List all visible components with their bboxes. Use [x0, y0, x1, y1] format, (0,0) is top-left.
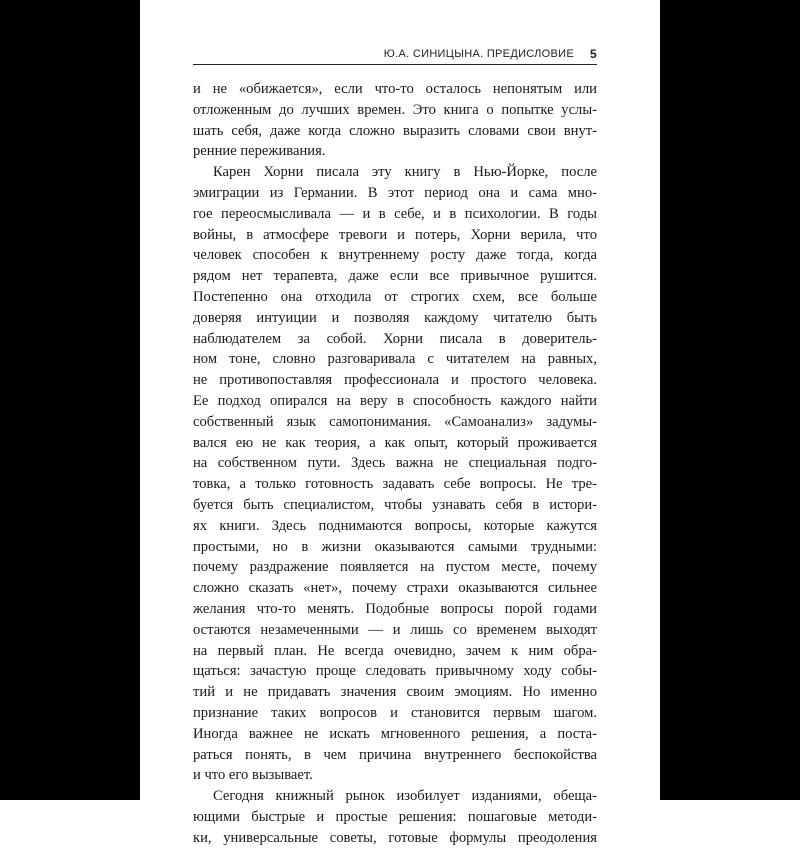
text-line: ющими быстрые и простые решения: пошаговые методи-: [193, 808, 597, 825]
page-number: 5: [590, 47, 597, 61]
running-head-title: Ю.А. СИНИЦЫНА. ПРЕДИСЛОВИЕ: [383, 48, 575, 60]
text-line: сложно сказать «нет», почему страхи оказываются сильнее: [193, 580, 597, 597]
text-line: ки, универсальные советы, готовые формулы преодоления: [193, 829, 597, 846]
text-line: ях книги. Здесь поднимаются вопросы, которые кажутся: [193, 517, 597, 534]
text-line: простыми, но в жизни оказываются самыми трудными:: [193, 538, 597, 555]
text-line: ном тоне, словно разговаривала с читателем на равных,: [193, 351, 597, 368]
running-head: [193, 44, 597, 65]
right-dark-margin: [660, 0, 800, 800]
text-line: не противопоставляя профессионала и простого человека.: [193, 372, 597, 389]
text-line: щаться: зачастую проще следовать привычному ходу собы-: [193, 663, 597, 680]
text-line: на первый план. Не всегда очевидно, зачем к ним обра-: [193, 642, 597, 659]
text-line: Иногда важнее не искать мгновенного решения, а постa-: [193, 725, 597, 742]
text-line: вался ею не как теория, а как опыт, который проживается: [193, 434, 597, 451]
text-line: ренние переживания.: [193, 143, 326, 160]
body-text: [193, 79, 597, 848]
text-line: почему раздражение появляется на пустом месте, почему: [193, 559, 597, 576]
text-line: признание таких вопросов и становится первым шагом.: [193, 704, 597, 721]
text-line: остаются незамеченными — и лишь со временем выходят: [193, 621, 597, 638]
text-line: собственный язык самопонимания. «Самоанализ» задумы-: [193, 413, 597, 430]
text-line: желания что-то менять. Подобные вопросы порой годами: [193, 600, 597, 617]
text-line: гое переосмысливала — и в себе, и в психологии. В годы: [193, 205, 597, 222]
text-line: эмиграции из Германии. В этот период она и сама мно-: [193, 184, 597, 201]
text-line: Карен Хорни писала эту книгу в Нью-Йорке, после: [213, 164, 597, 181]
text-line: доверяя интуиции и позволяя каждому читателю быть: [193, 309, 597, 326]
text-line: человек способен к внутреннему росту даже тогда, когда: [193, 247, 597, 264]
text-line: буется быть специалистом, чтобы узнавать себя в истори-: [193, 496, 597, 513]
text-line: шать себя, даже когда сложно выразить словами свои внут-: [193, 122, 597, 139]
text-line: на собственном пути. Здесь важна не специальная подго-: [193, 455, 597, 472]
text-line: Ее подход опирался на веру в способность каждого найти: [193, 392, 597, 409]
text-line: Постепенно она отходила от строгих схем, все больше: [193, 288, 597, 305]
text-line: наблюдателем за собой. Хорни писала в доверитель-: [193, 330, 597, 347]
text-line: отложенным до лучших времен. Это книга о попытке услы-: [193, 101, 597, 118]
text-line: войны, в атмосфере тревоги и потерь, Хорни верила, что: [193, 226, 597, 243]
left-dark-margin: [0, 0, 140, 800]
text-line: раться понять, в чем причина внутреннего беспокойства: [193, 746, 597, 763]
text-line: и не «обижается», если что-то осталось непонятым или: [193, 81, 597, 97]
text-line: рядом нет терапевта, даже если все привычное рушится.: [193, 268, 597, 285]
text-line: Сегодня книжный рынок изобилует изданиями, обеща-: [213, 788, 597, 805]
text-line: тий и не придавать значения своим эмоциям. Но именно: [193, 684, 597, 701]
text-line: и что его вызывает.: [193, 767, 313, 784]
text-line: товка, а только готовность задавать себе вопросы. Не тре-: [193, 476, 597, 493]
